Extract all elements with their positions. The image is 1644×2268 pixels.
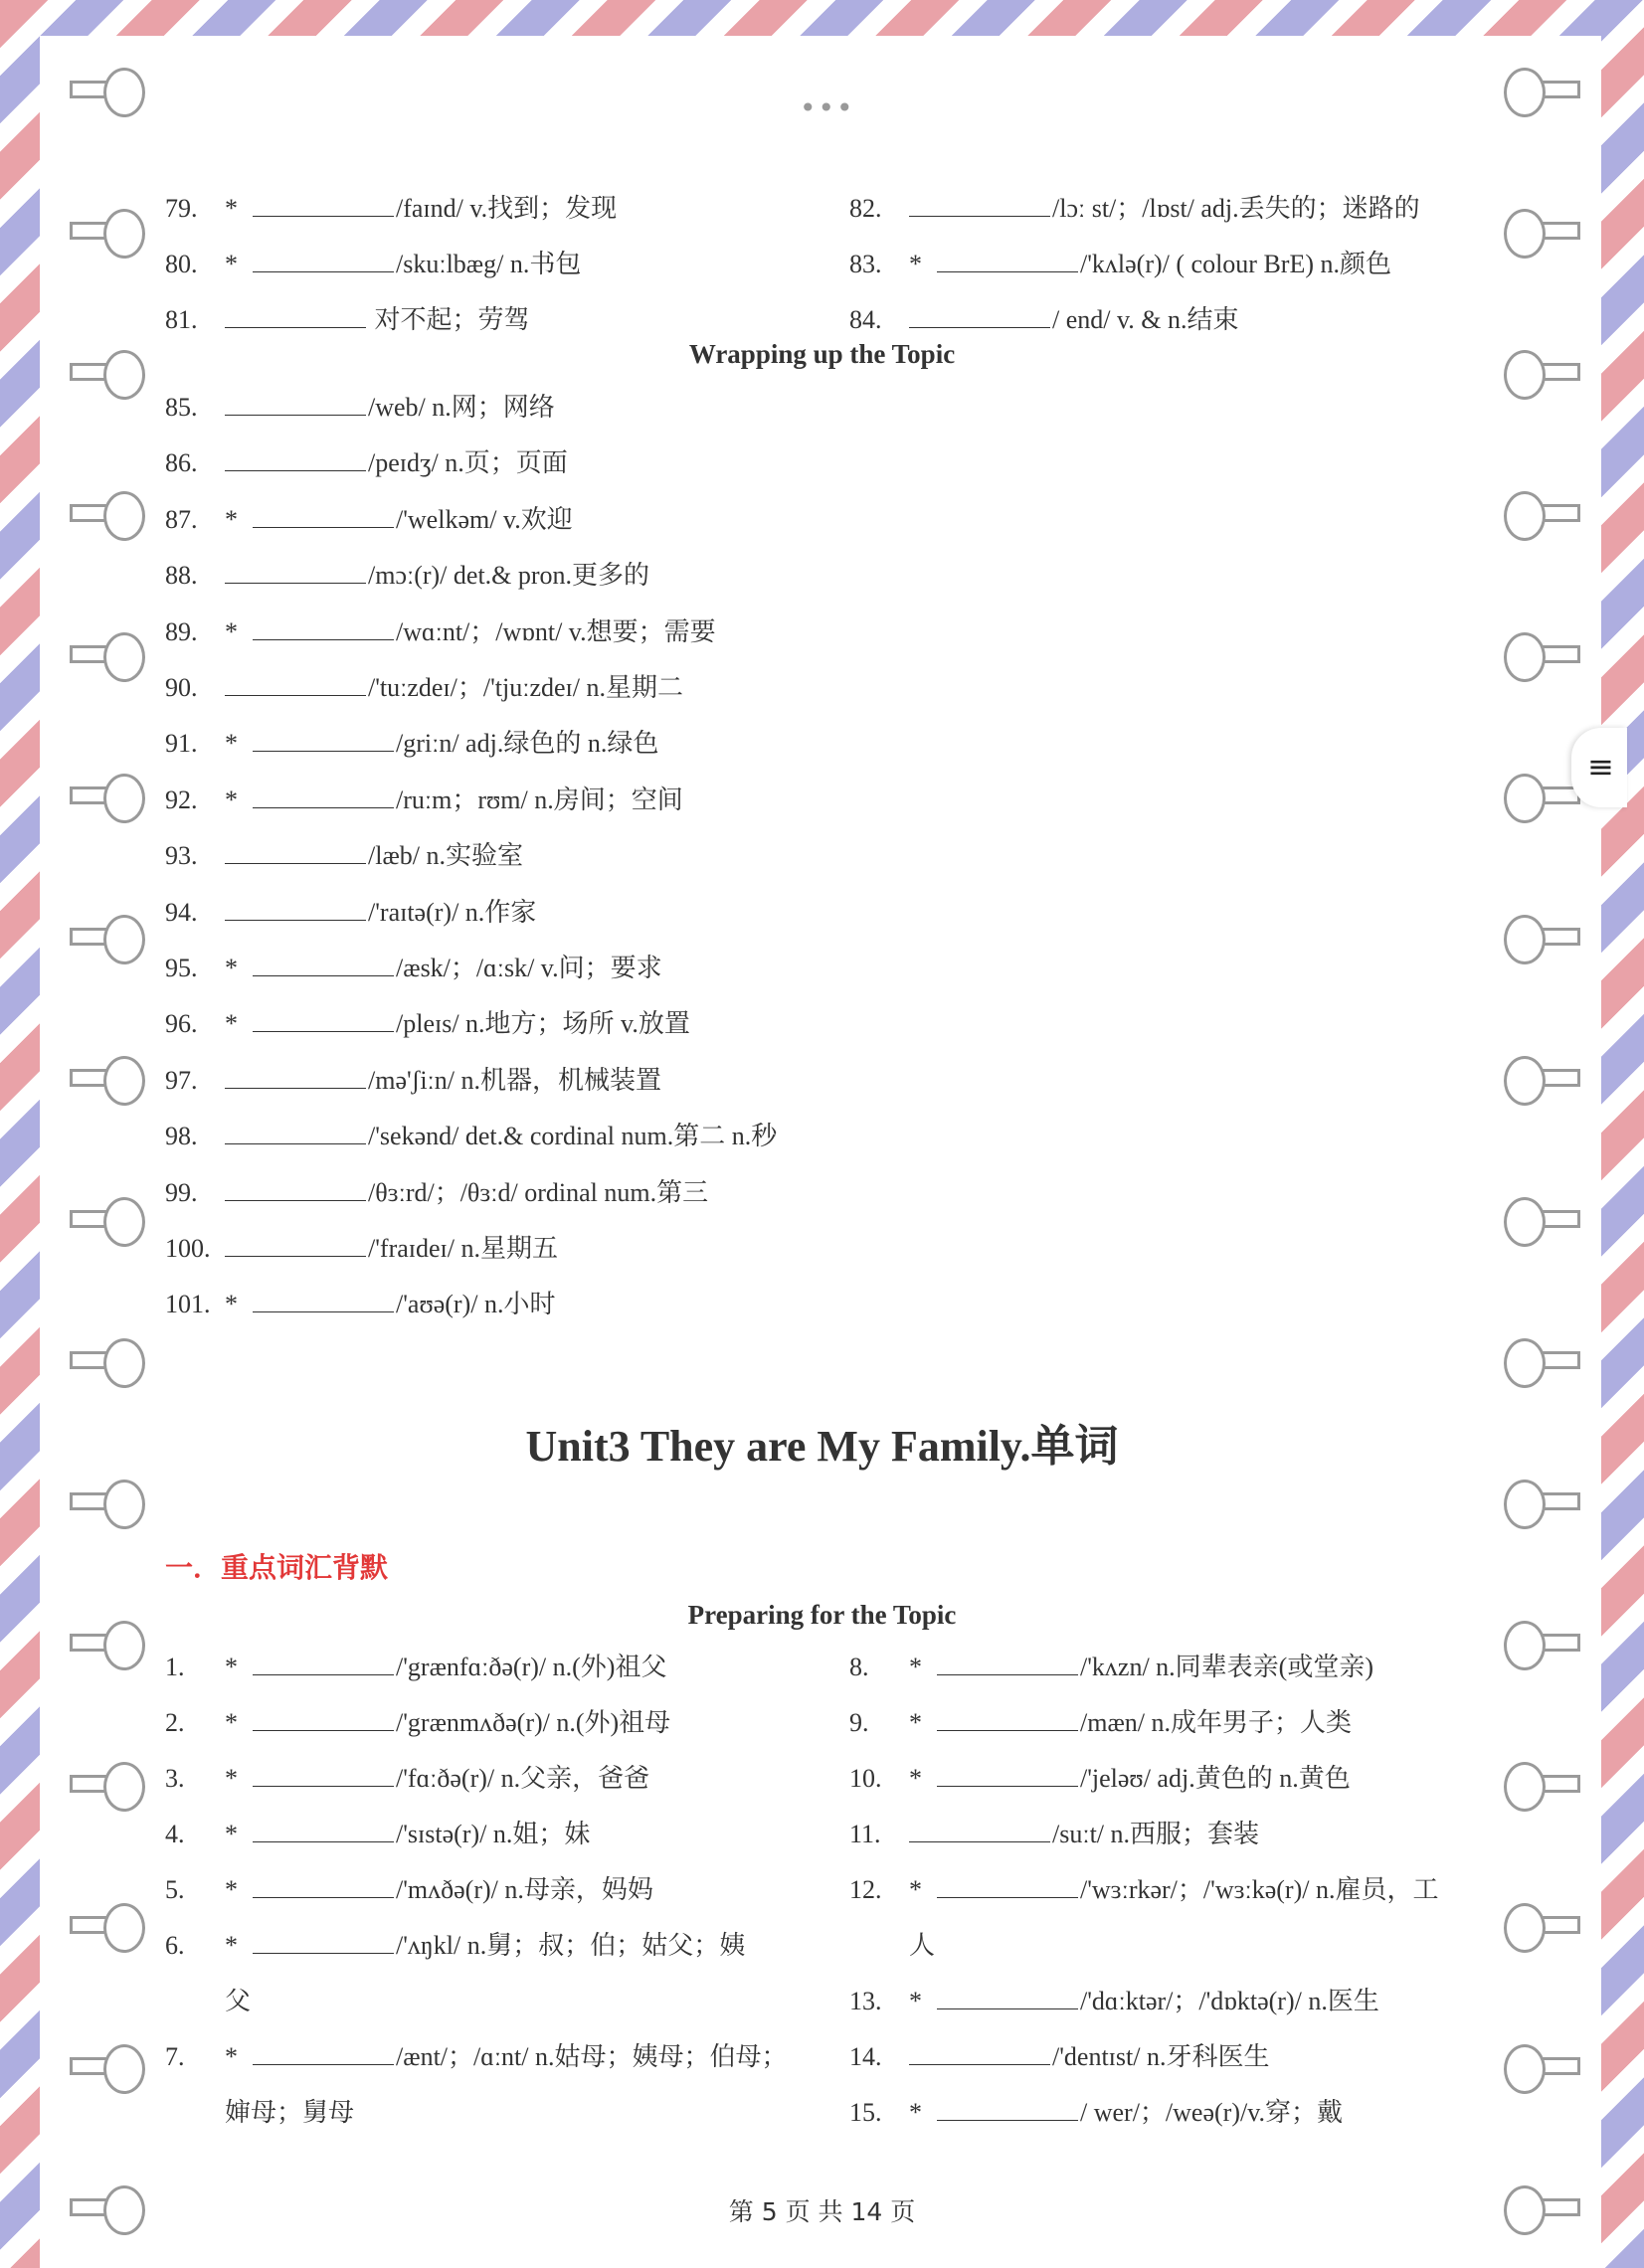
- key-word-star: *: [225, 1653, 238, 1681]
- answer-blank[interactable]: [937, 250, 1078, 272]
- key-word-star: *: [909, 1653, 922, 1681]
- binder-ring: [103, 1903, 145, 1953]
- key-word-star: *: [225, 1290, 238, 1319]
- item-definition: /'kʌzn/ n.同辈表亲(或堂亲): [1080, 1653, 1373, 1681]
- item-definition: /suːt/ n.西服；套装: [1052, 1820, 1260, 1848]
- answer-blank[interactable]: [253, 1875, 394, 1898]
- item-definition: /web/ n.网；网络: [368, 393, 555, 422]
- key-word-star: *: [225, 954, 238, 982]
- answer-blank[interactable]: [225, 448, 366, 471]
- item-number: 79.: [165, 194, 198, 223]
- item-number: 81.: [165, 305, 198, 334]
- item-number: 89.: [165, 616, 198, 646]
- item-number: 88.: [165, 561, 198, 591]
- item-number: 101.: [165, 1290, 211, 1319]
- key-word-star: *: [225, 1875, 238, 1904]
- item-definition: /mə'ʃiːn/ n.机器，机械装置: [368, 1065, 662, 1095]
- key-word-star: *: [909, 1875, 922, 1904]
- item-number: 87.: [165, 504, 198, 534]
- item-definition: /ruːm；rʊm/ n.房间；空间: [396, 785, 683, 814]
- wrapping-heading: Wrapping up the Topic: [688, 339, 956, 369]
- item-number: 94.: [165, 897, 198, 927]
- item-definition: /'raɪtə(r)/ n.作家: [368, 897, 537, 927]
- item-definition: /faɪnd/ v.找到；发现: [396, 194, 618, 223]
- vocab-item: [165, 1874, 653, 1906]
- binder-ring: [1504, 632, 1546, 682]
- item-number: 15.: [849, 2098, 882, 2127]
- binder-ring: [103, 68, 145, 117]
- key-word-star: *: [909, 1987, 922, 2015]
- unit-title: Unit3 They are My Family.单词: [525, 1422, 1119, 1471]
- item-definition: /'aʊə(r)/ n.小时: [396, 1290, 556, 1319]
- item-number: 2.: [165, 1708, 185, 1737]
- item-definition: /'jeləʊ/ adj.黄色的 n.黄色: [1080, 1764, 1351, 1793]
- binder-ring: [1504, 774, 1546, 823]
- key-word-star: *: [225, 1764, 238, 1793]
- key-word-star: *: [225, 194, 238, 223]
- item-definition: /wɑːnt/；/wɒnt/ v.想要；需要: [396, 616, 716, 646]
- item-number: 9.: [849, 1708, 869, 1737]
- binder-ring: [1504, 1762, 1546, 1812]
- vocab-item: [165, 672, 683, 704]
- binder-ring: [103, 1762, 145, 1812]
- answer-blank[interactable]: [225, 1234, 366, 1257]
- key-word-star: *: [909, 1708, 922, 1737]
- answer-blank[interactable]: [253, 729, 394, 752]
- item-definition: /'fraɪdeɪ/ n.星期五: [368, 1234, 558, 1263]
- answer-blank[interactable]: [253, 785, 394, 808]
- item-definition-continued: 婶母；舅母: [225, 2098, 355, 2127]
- item-number: 4.: [165, 1820, 185, 1848]
- item-definition: /griːn/ adj.绿色的 n.绿色: [396, 729, 659, 759]
- binder-ring: [1504, 68, 1546, 117]
- menu-icon: ≡: [1587, 748, 1614, 785]
- key-word-star: *: [225, 616, 238, 646]
- item-number: 93.: [165, 841, 198, 871]
- binder-ring: [1504, 1338, 1546, 1388]
- answer-blank[interactable]: [225, 1178, 366, 1201]
- answer-blank[interactable]: [253, 505, 394, 528]
- vocab-item: [165, 1763, 649, 1795]
- page-footer: 第 5 页 共 14 页: [728, 2197, 916, 2226]
- key-word-star: *: [225, 504, 238, 534]
- item-definition: /mæn/ n.成年男子；人类: [1080, 1708, 1353, 1737]
- item-number: 13.: [849, 1987, 882, 2015]
- key-word-star: *: [909, 250, 922, 278]
- item-number: 1.: [165, 1653, 185, 1681]
- answer-blank[interactable]: [225, 841, 366, 864]
- vocab-item: [165, 560, 649, 592]
- item-definition: /'fɑːðə(r)/ n.父亲，爸爸: [396, 1764, 650, 1793]
- vocab-item: [165, 616, 716, 648]
- item-definition: /lɔː st/；/lɒst/ adj.丢失的；迷路的: [1052, 194, 1420, 223]
- vocab-item: [849, 1819, 1259, 1850]
- vocab-item: [165, 1121, 777, 1152]
- vocab-item: [165, 1707, 670, 1739]
- binder-ring: [103, 1197, 145, 1247]
- binder-ring: [103, 632, 145, 682]
- vocab-item: [165, 1819, 590, 1850]
- answer-blank[interactable]: [253, 1290, 394, 1312]
- item-number: 12.: [849, 1875, 882, 1904]
- vocab-item: [165, 1008, 690, 1040]
- key-word-star: *: [225, 1931, 238, 1960]
- item-definition: /mɔː(r)/ det.& pron.更多的: [368, 561, 650, 591]
- binder-ring: [1504, 2044, 1546, 2094]
- item-definition: /læb/ n.实验室: [368, 841, 524, 871]
- answer-blank[interactable]: [937, 1653, 1078, 1675]
- item-number: 3.: [165, 1764, 185, 1793]
- item-number: 95.: [165, 954, 198, 982]
- answer-blank[interactable]: [937, 1875, 1078, 1898]
- item-definition: /θɜːrd/；/θɜːd/ ordinal num.第三: [368, 1177, 709, 1207]
- binder-ring: [103, 209, 145, 259]
- answer-blank[interactable]: [909, 194, 1050, 217]
- answer-blank[interactable]: [253, 1764, 394, 1787]
- answer-blank[interactable]: [253, 954, 394, 976]
- item-definition: /'mʌðə(r)/ n.母亲，妈妈: [396, 1875, 653, 1904]
- vocab-item: [849, 193, 1420, 225]
- answer-blank[interactable]: [253, 1708, 394, 1731]
- item-definition: /'tuːzdeɪ/；/'tjuːzdeɪ/ n.星期二: [368, 673, 683, 702]
- answer-blank[interactable]: [253, 1009, 394, 1032]
- vocab-item: [165, 392, 555, 424]
- vocab-item: [165, 897, 536, 929]
- binder-ring: [1504, 915, 1546, 964]
- key-word-star: *: [225, 2042, 238, 2071]
- answer-blank[interactable]: [253, 617, 394, 640]
- item-number: 100.: [165, 1234, 211, 1263]
- preparing-heading: Preparing for the Topic: [687, 1600, 957, 1630]
- item-definition: /'grænfɑːðə(r)/ n.(外)祖父: [396, 1653, 667, 1681]
- item-number: 83.: [849, 250, 882, 278]
- vocab-item: [165, 1930, 745, 1962]
- item-number: 5.: [165, 1875, 185, 1904]
- key-word-star: *: [909, 1764, 922, 1793]
- item-number: 82.: [849, 194, 882, 223]
- answer-blank[interactable]: [253, 1820, 394, 1842]
- key-word-star: *: [225, 250, 238, 278]
- binder-ring: [1504, 209, 1546, 259]
- key-word-star: *: [225, 785, 238, 814]
- binder-ring: [1504, 1903, 1546, 1953]
- item-definition: /ænt/；/ɑːnt/ n.姑母；姨母；伯母；: [396, 2042, 788, 2071]
- item-definition-continued: 人: [909, 1931, 936, 1960]
- answer-blank[interactable]: [225, 1122, 366, 1144]
- answer-blank[interactable]: [253, 2042, 394, 2065]
- section-title: 一．重点词汇背默: [165, 1551, 389, 1584]
- binder-ring: [103, 915, 145, 964]
- item-definition: /pleɪs/ n.地方；场所 v.放置: [396, 1009, 690, 1039]
- vocab-item: [165, 304, 530, 336]
- menu-button[interactable]: [1571, 728, 1627, 807]
- item-definition: /'kʌlə(r)/ ( colour BrE) n.颜色: [1080, 250, 1391, 278]
- answer-blank[interactable]: [909, 305, 1050, 328]
- item-definition: /'dentɪst/ n.牙科医生: [1052, 2042, 1270, 2071]
- vocab-item: [165, 785, 683, 816]
- answer-blank[interactable]: [253, 250, 394, 272]
- binder-ring: [103, 491, 145, 541]
- item-number: 11.: [849, 1820, 881, 1848]
- vocab-item: [849, 1986, 1379, 2017]
- vocab-item: [165, 840, 523, 872]
- vocab-item: [849, 1652, 1373, 1683]
- item-definition: /'sekənd/ det.& cordinal num.第二 n.秒: [368, 1122, 778, 1151]
- answer-blank[interactable]: [225, 898, 366, 921]
- answer-blank[interactable]: [253, 194, 394, 217]
- item-definition: /'sɪstə(r)/ n.姐；妹: [396, 1820, 591, 1848]
- vocab-item: [849, 249, 1391, 280]
- item-number: 97.: [165, 1065, 198, 1095]
- item-number: 14.: [849, 2042, 882, 2071]
- answer-blank[interactable]: [909, 1820, 1050, 1842]
- item-number: 86.: [165, 448, 198, 478]
- answer-blank[interactable]: [225, 1066, 366, 1089]
- binder-ring: [103, 1338, 145, 1388]
- vocab-item: [849, 2097, 1343, 2129]
- vocab-item: [165, 504, 573, 536]
- vocab-item: [165, 447, 568, 479]
- vocab-item: [165, 728, 658, 760]
- item-definition: /'grænmʌðə(r)/ n.(外)祖母: [396, 1708, 671, 1737]
- key-word-star: *: [909, 2098, 922, 2127]
- binder-ring: [1504, 1197, 1546, 1247]
- item-definition-continued: 父: [225, 1987, 252, 2015]
- binder-ring: [103, 2044, 145, 2094]
- vocab-item: [165, 2041, 788, 2073]
- item-number: 8.: [849, 1653, 869, 1681]
- item-definition: /æsk/；/ɑːsk/ v.问；要求: [396, 954, 662, 982]
- item-definition: /peɪdʒ/ n.页；页面: [368, 448, 568, 478]
- binder-ring: [103, 1056, 145, 1106]
- item-definition: /'ʌŋkl/ n.舅；叔；伯；姑父；姨: [396, 1931, 746, 1960]
- vocab-item: [849, 1874, 1438, 1906]
- item-number: 96.: [165, 1009, 198, 1039]
- item-definition: /skuːlbæg/ n.书包: [396, 250, 582, 278]
- vocab-item: [165, 1233, 558, 1265]
- item-number: 10.: [849, 1764, 882, 1793]
- key-word-star: *: [225, 1009, 238, 1039]
- more-options-icon[interactable]: •••: [800, 91, 855, 124]
- item-number: 7.: [165, 2042, 185, 2071]
- binder-ring: [1504, 1480, 1546, 1529]
- vocab-item: [165, 1289, 555, 1320]
- item-definition: 对不起；劳驾: [368, 305, 530, 334]
- answer-blank[interactable]: [937, 2098, 1078, 2121]
- item-definition: / end/ v. & n.结束: [1052, 305, 1239, 334]
- answer-blank[interactable]: [225, 393, 366, 416]
- key-word-star: *: [225, 1820, 238, 1848]
- item-number: 80.: [165, 250, 198, 278]
- answer-blank[interactable]: [253, 1931, 394, 1954]
- item-number: 91.: [165, 729, 198, 759]
- binder-ring: [103, 774, 145, 823]
- answer-blank[interactable]: [937, 1708, 1078, 1731]
- vocab-item: [165, 193, 617, 225]
- binder-ring: [1504, 1056, 1546, 1106]
- item-number: 98.: [165, 1122, 198, 1151]
- answer-blank[interactable]: [937, 1987, 1078, 2009]
- answer-blank[interactable]: [225, 673, 366, 696]
- answer-blank[interactable]: [253, 1653, 394, 1675]
- vocab-item: [849, 2041, 1269, 2073]
- vocab-item: [165, 953, 662, 984]
- vocab-item: [849, 1763, 1351, 1795]
- answer-blank[interactable]: [937, 1764, 1078, 1787]
- item-number: 90.: [165, 673, 198, 702]
- vocab-item: [165, 249, 581, 280]
- key-word-star: *: [225, 1708, 238, 1737]
- vocab-item: [165, 1652, 666, 1683]
- binder-ring: [1504, 491, 1546, 541]
- item-number: 99.: [165, 1177, 198, 1207]
- answer-blank[interactable]: [225, 561, 366, 584]
- vocab-item: [165, 1065, 661, 1097]
- item-definition: /'welkəm/ v.欢迎: [396, 504, 573, 534]
- key-word-star: *: [225, 729, 238, 759]
- vocab-item: [165, 1177, 708, 1209]
- item-number: 6.: [165, 1931, 185, 1960]
- item-number: 84.: [849, 305, 882, 334]
- answer-blank[interactable]: [225, 305, 366, 328]
- item-definition: / wer/；/weə(r)/v.穿；戴: [1080, 2098, 1344, 2127]
- vocab-item: [849, 304, 1239, 336]
- answer-blank[interactable]: [909, 2042, 1050, 2065]
- item-definition: /'wɜːrkər/；/'wɜːkə(r)/ n.雇员，工: [1080, 1875, 1439, 1904]
- item-number: 92.: [165, 785, 198, 814]
- binder-ring: [103, 1480, 145, 1529]
- item-definition: /'dɑːktər/；/'dɒktə(r)/ n.医生: [1080, 1987, 1379, 2015]
- vocab-item: [849, 1707, 1352, 1739]
- item-number: 85.: [165, 393, 198, 422]
